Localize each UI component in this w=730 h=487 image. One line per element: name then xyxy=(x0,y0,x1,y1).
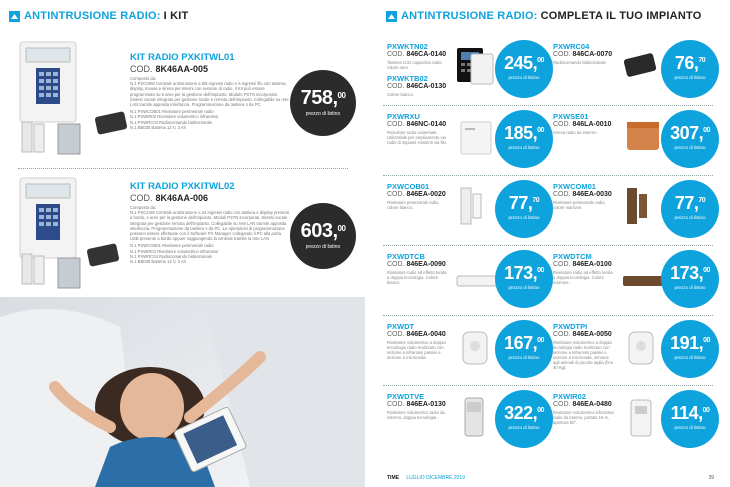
kit1-price-badge xyxy=(290,70,356,136)
left-header-dark: I KIT xyxy=(163,10,189,22)
product-price-badge xyxy=(495,110,553,168)
kit2-product-image xyxy=(18,176,130,294)
product-cod xyxy=(387,331,446,338)
price-int: 76 xyxy=(674,53,694,73)
cod-label: COD. xyxy=(387,261,405,268)
cod-value: 846CA-0130 xyxy=(406,83,447,90)
page-number: 39 xyxy=(708,475,714,481)
product-desc: Rivelatore perimetrale radio, colore marrone. xyxy=(553,200,606,210)
product-price-badge xyxy=(661,320,719,378)
product-price: 77,70 xyxy=(674,193,706,213)
product-cod xyxy=(387,51,446,58)
product-code: PXWDT xyxy=(387,322,415,331)
lifestyle-photo xyxy=(0,297,365,487)
product-price-badge xyxy=(495,390,553,448)
product-image xyxy=(453,184,501,230)
price-int: 77 xyxy=(508,193,528,213)
divider xyxy=(18,168,348,169)
kit1-desc-line: N.1 PXWIR02 Rivelatore volumetrico infrarosso xyxy=(130,114,219,120)
product-code: PXWKTN02 xyxy=(387,42,428,51)
product-cod xyxy=(553,261,612,268)
price-int: 77 xyxy=(674,193,694,213)
cod-label: COD. xyxy=(387,401,405,408)
kit2-price-int: 603 xyxy=(300,220,333,242)
kit1-desc-line: N.1 BB030 Batteria 12 V, 3 Ah xyxy=(130,124,186,130)
cod-label: COD. xyxy=(387,331,405,338)
product-cod xyxy=(553,51,612,58)
product-image xyxy=(619,184,667,230)
price-label: prezzo di listino xyxy=(674,145,706,150)
product-image xyxy=(619,324,667,370)
kit2-desc-intro: Composto da: xyxy=(130,205,157,210)
kit1-product-image xyxy=(18,40,130,162)
kit1-price: 758,00 xyxy=(300,87,346,109)
right-header-dark: COMPLETA IL TUO IMPIANTO xyxy=(540,10,702,22)
product-code: PXWDTVE xyxy=(387,392,425,401)
price-dec: 00 xyxy=(702,407,710,414)
price-int: 114 xyxy=(670,403,699,423)
product-cod xyxy=(553,191,612,198)
price-int: 173 xyxy=(670,263,699,283)
divider xyxy=(383,175,713,176)
product-image xyxy=(453,44,501,90)
product-price: 77,70 xyxy=(508,193,540,213)
product-price-badge xyxy=(661,390,719,448)
kit1-description xyxy=(130,76,290,130)
kit2-cod-label: COD. xyxy=(130,193,153,203)
product-image xyxy=(619,254,667,300)
divider xyxy=(383,385,713,386)
price-label: prezzo di listino xyxy=(674,215,706,220)
product-cod xyxy=(387,191,446,198)
price-int: 191 xyxy=(670,333,699,353)
divider xyxy=(383,315,713,316)
product-price-badge xyxy=(495,320,553,378)
product-price: 114,00 xyxy=(670,403,710,423)
price-int: 307 xyxy=(670,123,699,143)
brand-icon xyxy=(386,11,397,22)
product-desc: Radiocomando bidirezionale xyxy=(553,60,606,65)
left-header-blue: ANTINTRUSIONE RADIO: xyxy=(24,10,161,22)
cod-label: COD. xyxy=(553,191,571,198)
cod-value: 846CA-0070 xyxy=(572,51,613,58)
cod-value: 846EA-0090 xyxy=(406,261,446,268)
product-price: 185,00 xyxy=(504,123,544,143)
price-int: 173 xyxy=(504,263,533,283)
product-price-badge xyxy=(661,110,719,168)
cod-value: 846EA-0050 xyxy=(572,331,612,338)
footer-brand: TIME xyxy=(387,475,399,481)
price-label: prezzo di listino xyxy=(508,355,540,360)
left-header xyxy=(9,9,188,23)
kit2-desc-line: N.1 PXWIR02 Rivelatore volumetrico infrarosso xyxy=(130,248,219,254)
price-label: prezzo di listino xyxy=(508,215,540,220)
kit2-price-badge xyxy=(290,203,356,269)
product-cod xyxy=(387,261,446,268)
product-price: 173,00 xyxy=(670,263,710,283)
divider xyxy=(383,245,713,246)
kit2-price: 603,00 xyxy=(300,220,346,242)
product-code: PXWCOB01 xyxy=(387,182,430,191)
product-code: PXWDTCM xyxy=(553,252,592,261)
kit1-desc-intro: Composto da: xyxy=(130,76,157,81)
product-desc: Rivelatore volumetrico a doppia tecnologia radio realizzato con sezione a infrarossi passivi e sezione a microonda. xyxy=(387,340,446,360)
product-price: 76,70 xyxy=(674,53,706,73)
product-image xyxy=(453,254,501,300)
product-cod xyxy=(553,121,611,128)
right-page xyxy=(365,0,730,487)
price-label: prezzo di listino xyxy=(508,285,540,290)
product-code: PXWRXU xyxy=(387,112,420,121)
product-price: 173,00 xyxy=(504,263,544,283)
product-price-badge xyxy=(495,250,553,308)
kit2-desc-line: N.1 PXWCOB01 Rivelatore perimetrale radio xyxy=(130,243,214,249)
cod-label: COD. xyxy=(553,401,571,408)
product-code: PXWIR02 xyxy=(553,392,586,401)
product-price-badge xyxy=(661,40,719,98)
kit2-desc-line: N.1 BB030 Batteria 12 V, 3 Ah xyxy=(130,259,186,265)
price-dec: 00 xyxy=(703,127,710,134)
product-price-badge xyxy=(661,250,719,308)
cod-value: 846EA-0020 xyxy=(406,191,446,198)
price-label: prezzo di listino xyxy=(508,145,540,150)
price-dec: 70 xyxy=(698,197,706,204)
kit1-cod-label: COD. xyxy=(130,64,153,74)
product-code-alt: PXWKTB02 xyxy=(387,74,428,83)
product-code: PXWDTCB xyxy=(387,252,425,261)
kit2-price-dec: 00 xyxy=(337,224,346,233)
price-dec: 70 xyxy=(532,197,540,204)
price-int: 245 xyxy=(504,53,533,73)
cod-label: COD. xyxy=(387,121,405,128)
cod-value: 846EA-0480 xyxy=(572,401,612,408)
cod-label: COD. xyxy=(553,121,571,128)
product-cod xyxy=(553,331,612,338)
product-desc: Ricevitore radio universale. Utilizzabile per ampliamento via radio di impianti esistenti via filo. xyxy=(387,130,448,145)
product-desc: Tastiera LCD capacitiva radio, colore nero. xyxy=(387,60,443,70)
cod-label: COD. xyxy=(553,51,571,58)
product-price-badge xyxy=(661,180,719,238)
product-code: PXWCOM01 xyxy=(553,182,596,191)
product-price: 322,00 xyxy=(504,403,544,423)
kit2-description xyxy=(130,205,290,264)
cod-value: 846NC-0140 xyxy=(406,121,447,128)
product-price: 191,00 xyxy=(670,333,710,353)
footer xyxy=(387,475,465,481)
product-image xyxy=(619,394,667,440)
price-label: prezzo di listino xyxy=(674,355,706,360)
product-desc: Rivelatore volumetrico radio da esterno, doppia tecnologia. xyxy=(387,410,445,420)
price-int: 167 xyxy=(504,333,533,353)
product-cod xyxy=(553,401,612,408)
kit1-title: KIT RADIO PXKITWL01 xyxy=(130,52,235,63)
cod-value: 846EA-0100 xyxy=(572,261,612,268)
product-price: 167,00 xyxy=(504,333,544,353)
product-image xyxy=(619,44,667,90)
kit1-cod xyxy=(130,64,208,74)
product-desc: Rivelatore radio ad effetto tenda a doppia tecnologia. Colore marrone. xyxy=(553,270,613,285)
product-desc: Sirena radio da esterno xyxy=(553,130,597,135)
price-dec: 00 xyxy=(703,337,710,344)
footer-date: LUGLIO DICEMBRE 2019 xyxy=(406,475,465,481)
product-price: 245,00 xyxy=(504,53,544,73)
price-label: prezzo di listino xyxy=(508,425,540,430)
cod-value: 846LA-0010 xyxy=(572,121,612,128)
kit1-desc-line: N.1 PXC08W Centrale antintrusione a 8/8 ingressi radio e 6 ingressi filo con tastiera, display, mouse e sirena per interni con sensore di radio. Il Kit può essere programmato su 6 aree per la gestione dell'impianto. Modulo PSTN incorporato. Sintesi vocale integrata per gestione locale e remota dell'impianto. Collegabile su rete LAN tramite apposita interfaccia. Programmazione da tastiera o da PC. xyxy=(130,81,289,108)
product-code: PXWDTPI xyxy=(553,322,588,331)
price-label: prezzo di listino xyxy=(508,75,540,80)
price-dec: 00 xyxy=(537,407,544,414)
product-image xyxy=(453,324,501,370)
product-desc: Rivelatore radio ad effetto tenda a doppia tecnologia. Colore bianco. xyxy=(387,270,447,285)
product-image xyxy=(453,394,501,440)
product-image xyxy=(619,114,667,160)
kit2-cod-value: 8K46AA-006 xyxy=(155,193,209,203)
right-header xyxy=(386,9,701,23)
cod-label: COD. xyxy=(387,191,405,198)
product-price: 307,00 xyxy=(670,123,710,143)
cod-value: 846EA-0040 xyxy=(406,331,446,338)
kit1-price-label: prezzo di listino xyxy=(305,111,341,117)
brand-icon xyxy=(9,11,20,22)
kit2-cod xyxy=(130,193,208,203)
cod-label: COD. xyxy=(553,331,571,338)
kit1-desc-line: N.1 PXWRC04 Radiocomando bidirezionale xyxy=(130,119,212,125)
right-header-blue: ANTINTRUSIONE RADIO: xyxy=(401,10,538,22)
price-int: 322 xyxy=(504,403,533,423)
product-cod-alt xyxy=(387,83,446,90)
price-dec: 00 xyxy=(703,267,710,274)
price-label: prezzo di listino xyxy=(674,75,706,80)
cod-value: 846EA-0130 xyxy=(406,401,446,408)
product-code: PXWRC04 xyxy=(553,42,590,51)
price-dec: 70 xyxy=(698,57,706,64)
kit1-price-int: 758 xyxy=(300,87,333,109)
cod-value: 846EA-0030 xyxy=(572,191,612,198)
kit2-desc-line: N.1 PXC24W Centrale antintrusione a 24 ingressi radio con tastiera e display presenti a bordo, e aree per la gestione dell'impianto. Moduli PSTN incorporati. Sintesi vocale integrata per gestione remota dell'impianto. Collegabile su rete LAN tramite apposita interfaccia. Programmazione da tastiera o da PC. Le operazioni di programmazione possono essere effettuate con il Software PX Manager collegando il PC alla porta USB presente a bordo oppure raggiungendo la centrale tramite la rete LAN xyxy=(130,210,289,242)
product-cod xyxy=(387,121,446,128)
kit2-desc-line: N.1 PXWRC04 Radiocomando bidirezionale xyxy=(130,253,212,259)
kit2-title: KIT RADIO PXKITWL02 xyxy=(130,181,235,192)
price-dec: 00 xyxy=(537,337,544,344)
kit1-price-dec: 00 xyxy=(337,91,346,100)
woman-with-tablet-image xyxy=(0,297,365,487)
price-int: 185 xyxy=(504,123,533,143)
kit2-price-label: prezzo di listino xyxy=(305,244,341,250)
cod-label: COD. xyxy=(553,261,571,268)
price-label: prezzo di listino xyxy=(674,285,706,290)
product-desc-alt: Colore bianco. xyxy=(387,92,415,97)
price-dec: 00 xyxy=(537,127,544,134)
cod-label: COD. xyxy=(387,51,405,58)
cod-value: 846CA-0140 xyxy=(406,51,447,58)
product-price-badge xyxy=(495,40,553,98)
kit1-cod-value: 8K46AA-005 xyxy=(155,64,209,74)
divider xyxy=(383,105,713,106)
cod-label: COD. xyxy=(387,83,405,90)
price-dec: 00 xyxy=(537,267,544,274)
product-price-badge xyxy=(495,180,553,238)
price-label: prezzo di listino xyxy=(674,425,706,430)
kit1-desc-line: N.1 PXWCOB01 Rivelatore perimetrale radio xyxy=(130,109,214,115)
price-dec: 00 xyxy=(537,57,544,64)
product-code: PXWSE01 xyxy=(553,112,589,121)
product-cod xyxy=(387,401,446,408)
product-desc: Rivelatore volumetrico infrarosso radio da interno, portata 15 m, apertura 90°. xyxy=(553,410,614,425)
product-image xyxy=(453,114,501,160)
product-desc: Rivelatore volumetrico a doppia tecnologia radio realizzato con sezione a infrarossi passivi e sezione a microonda, immune agli animali di piccola taglia (fino 30 Kg). xyxy=(553,340,614,370)
product-desc: Rivelatore perimetrale radio, colore bianco. xyxy=(387,200,440,210)
